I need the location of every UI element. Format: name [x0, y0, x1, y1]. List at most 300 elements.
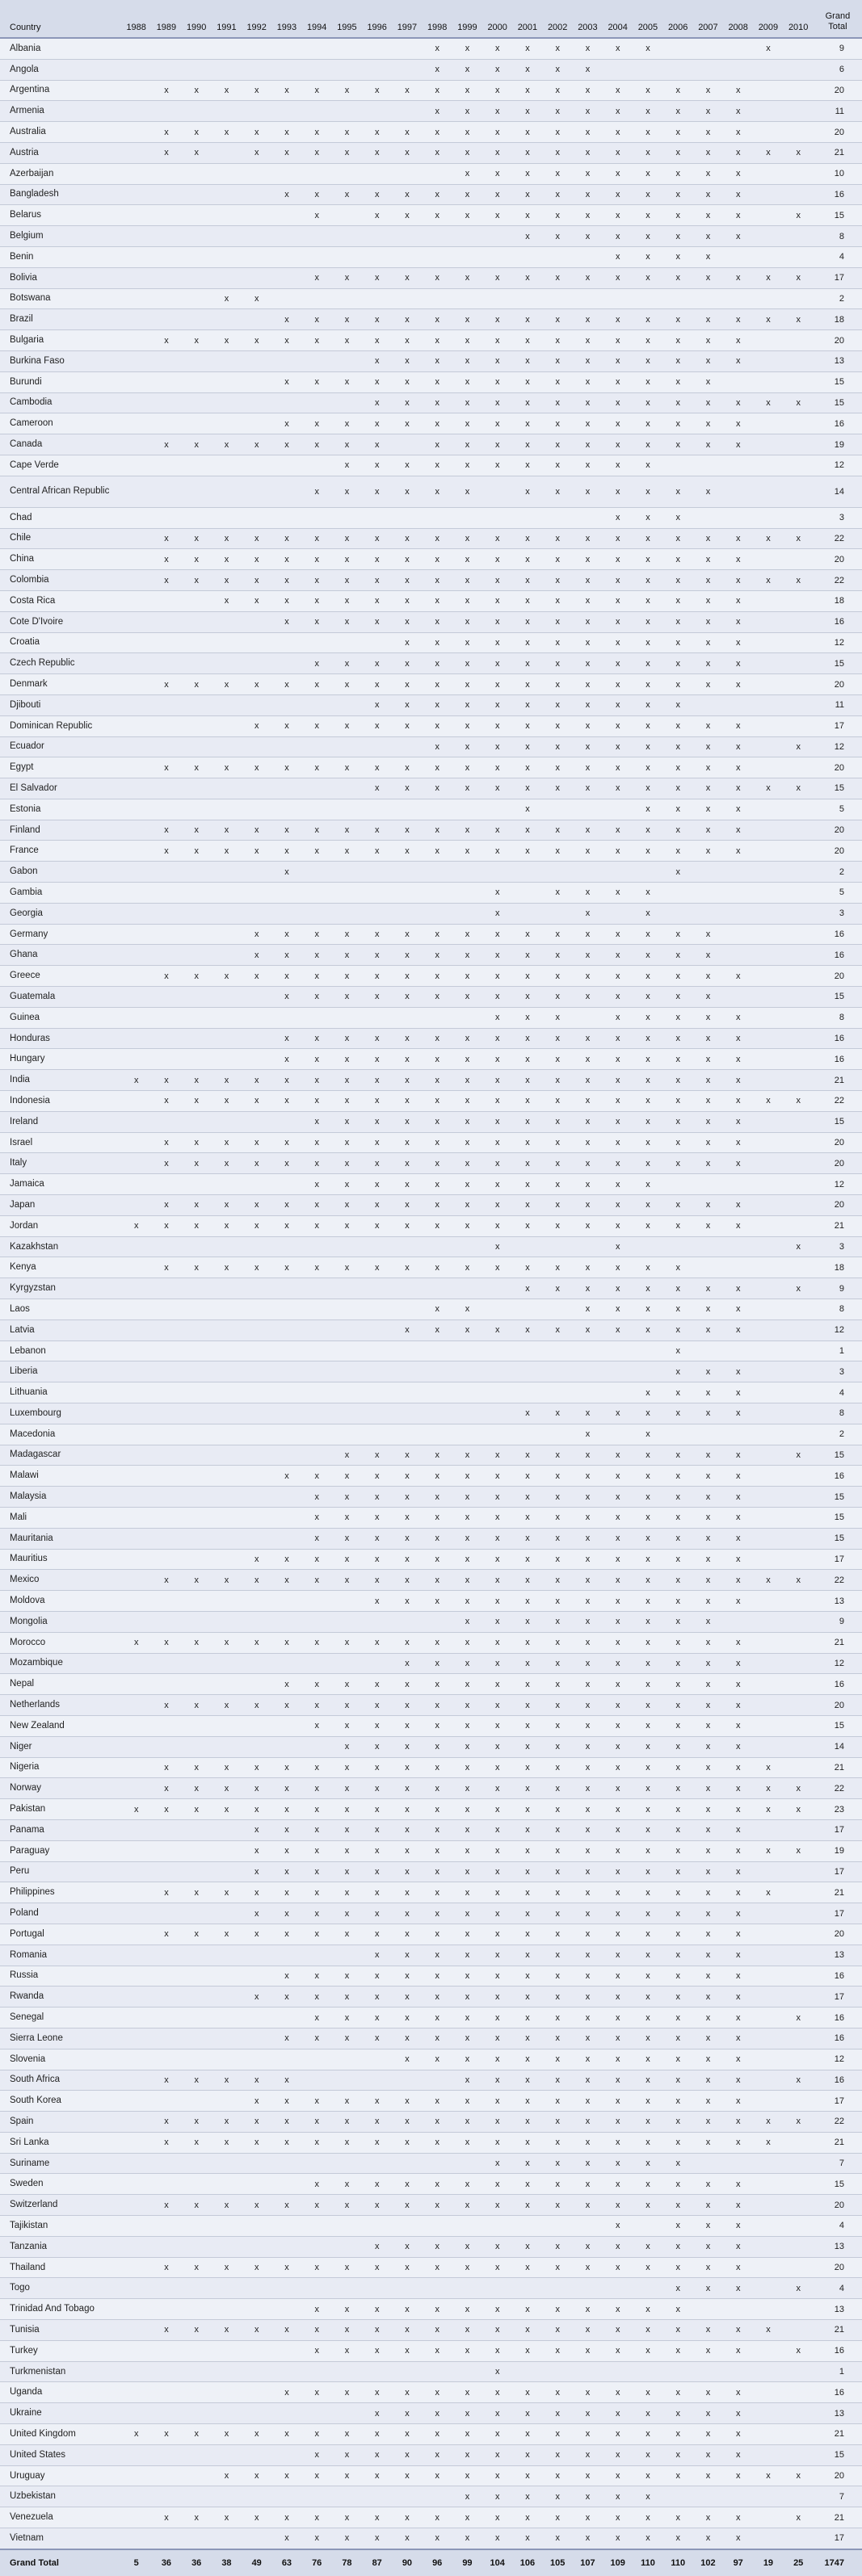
year-mark-cell: x [362, 2424, 392, 2445]
year-mark-cell: x [302, 1715, 332, 1736]
year-mark-cell: x [482, 2444, 512, 2465]
year-mark-cell: x [633, 653, 662, 674]
year-mark-cell: x [151, 2132, 181, 2153]
year-mark-cell: x [482, 434, 512, 455]
year-mark-cell [362, 2216, 392, 2237]
year-mark-cell [151, 1340, 181, 1361]
year-mark-cell: x [512, 736, 542, 757]
year-mark-cell [121, 1257, 151, 1278]
year-mark-cell: x [723, 330, 753, 351]
year-mark-cell [212, 2278, 242, 2299]
row-total-cell: 3 [814, 1361, 862, 1382]
year-mark-cell: x [573, 1611, 603, 1632]
year-mark-cell: x [663, 2340, 693, 2361]
year-mark-cell: x [723, 715, 753, 736]
year-mark-cell: x [512, 122, 542, 143]
country-cell: Indonesia [0, 1091, 121, 1112]
year-mark-cell: x [633, 2340, 662, 2361]
year-mark-cell [332, 1424, 362, 1445]
year-mark-cell: x [603, 2528, 633, 2549]
table-row [0, 163, 862, 184]
year-mark-cell [212, 392, 242, 413]
year-mark-cell: x [482, 1570, 512, 1591]
year-mark-cell: x [573, 2091, 603, 2112]
row-total-cell: 1 [814, 2361, 862, 2382]
year-mark-cell: x [573, 1466, 603, 1487]
year-mark-cell: x [512, 820, 542, 841]
year-mark-cell: x [423, 392, 452, 413]
year-mark-cell: x [693, 611, 723, 632]
year-mark-cell: x [362, 2091, 392, 2112]
year-mark-cell [212, 38, 242, 59]
row-total-cell: 15 [814, 371, 862, 392]
year-mark-cell [753, 820, 783, 841]
year-mark-cell [362, 2361, 392, 2382]
year-mark-cell: x [302, 80, 332, 101]
table-row [0, 392, 862, 413]
year-mark-cell: x [693, 674, 723, 695]
year-mark-cell: x [392, 2465, 422, 2486]
year-mark-cell: x [271, 715, 301, 736]
year-mark-cell: x [182, 674, 212, 695]
year-mark-cell [271, 2444, 301, 2465]
year-mark-cell: x [212, 757, 242, 778]
year-mark-cell: x [332, 2528, 362, 2549]
year-mark-cell: x [332, 267, 362, 288]
year-mark-cell [182, 1736, 212, 1757]
year-mark-cell: x [663, 2528, 693, 2549]
table-row [0, 1819, 862, 1840]
year-mark-cell: x [633, 2091, 662, 2112]
year-mark-cell: x [482, 2382, 512, 2403]
year-mark-cell: x [543, 226, 573, 247]
row-total-cell: 15 [814, 1507, 862, 1528]
year-mark-cell: x [362, 1591, 392, 1612]
year-mark-cell: x [573, 1757, 603, 1778]
year-mark-cell: x [242, 1799, 271, 1820]
table-row [0, 1174, 862, 1195]
year-mark-cell [784, 694, 814, 715]
year-mark-cell: x [603, 2465, 633, 2486]
year-mark-cell: x [633, 1840, 662, 1861]
year-mark-cell [753, 590, 783, 611]
year-mark-cell [784, 883, 814, 904]
year-mark-cell [693, 1236, 723, 1257]
row-total-cell: 7 [814, 2486, 862, 2507]
year-mark-cell [182, 392, 212, 413]
year-mark-cell: x [663, 392, 693, 413]
year-mark-cell: x [543, 820, 573, 841]
year-total-cell: 110 [633, 2549, 662, 2576]
year-mark-cell: x [512, 2028, 542, 2049]
year-mark-cell: x [573, 1945, 603, 1966]
year-mark-cell [151, 862, 181, 883]
year-mark-cell: x [543, 2528, 573, 2549]
year-mark-cell [121, 1903, 151, 1924]
year-mark-cell [151, 1549, 181, 1570]
year-mark-cell [392, 1299, 422, 1320]
year-mark-cell: x [362, 267, 392, 288]
year-mark-cell: x [663, 757, 693, 778]
year-mark-cell: x [723, 1695, 753, 1716]
country-cell: Poland [0, 1903, 121, 1924]
year-mark-cell [362, 2486, 392, 2507]
year-mark-cell: x [362, 966, 392, 987]
year-mark-cell: x [693, 1778, 723, 1799]
year-mark-cell: x [573, 2049, 603, 2070]
year-total-cell: 97 [723, 2549, 753, 2576]
row-total-cell: 15 [814, 392, 862, 413]
year-mark-cell: x [543, 1757, 573, 1778]
year-mark-cell: x [271, 820, 301, 841]
year-mark-cell [753, 226, 783, 247]
year-mark-cell [784, 122, 814, 143]
year-mark-cell [242, 736, 271, 757]
year-mark-cell: x [512, 476, 542, 507]
year-mark-cell: x [603, 570, 633, 591]
year-mark-cell [151, 883, 181, 904]
country-cell: Russia [0, 1966, 121, 1987]
year-mark-cell: x [332, 611, 362, 632]
year-mark-cell: x [482, 1153, 512, 1174]
year-mark-cell: x [543, 570, 573, 591]
year-mark-cell: x [452, 1715, 482, 1736]
year-mark-cell: x [512, 528, 542, 549]
row-total-cell: 9 [814, 1278, 862, 1299]
year-mark-cell [151, 392, 181, 413]
year-mark-cell: x [482, 2028, 512, 2049]
year-mark-cell: x [663, 205, 693, 226]
year-mark-cell [271, 632, 301, 653]
year-mark-cell: x [603, 267, 633, 288]
year-mark-cell: x [543, 2257, 573, 2278]
year-mark-cell [753, 1507, 783, 1528]
year-mark-cell: x [603, 1215, 633, 1236]
year-mark-cell [693, 883, 723, 904]
year-mark-cell [423, 2070, 452, 2091]
country-cell: Cameroon [0, 413, 121, 434]
year-mark-cell: x [573, 1924, 603, 1945]
year-mark-cell: x [362, 1549, 392, 1570]
year-mark-cell: x [392, 1799, 422, 1820]
year-mark-cell: x [663, 2216, 693, 2237]
year-column-header: 1997 [392, 0, 422, 38]
year-mark-cell: x [573, 987, 603, 1008]
year-mark-cell: x [452, 1195, 482, 1216]
year-mark-cell [121, 2278, 151, 2299]
year-mark-cell [693, 288, 723, 309]
year-mark-cell [151, 2236, 181, 2257]
year-total-cell: 107 [573, 2549, 603, 2576]
year-mark-cell [423, 1007, 452, 1028]
year-mark-cell [212, 371, 242, 392]
table-row [0, 1715, 862, 1736]
year-mark-cell: x [452, 841, 482, 862]
year-mark-cell: x [482, 1736, 512, 1757]
table-row [0, 1153, 862, 1174]
year-mark-cell: x [633, 205, 662, 226]
year-mark-cell [242, 611, 271, 632]
year-mark-cell [784, 1632, 814, 1653]
year-mark-cell [212, 862, 242, 883]
year-mark-cell [302, 2070, 332, 2091]
year-mark-cell: x [482, 1966, 512, 1987]
table-row [0, 1424, 862, 1445]
year-mark-cell: x [633, 1132, 662, 1153]
country-cell: Croatia [0, 632, 121, 653]
country-cell: Finland [0, 820, 121, 841]
year-mark-cell [302, 778, 332, 799]
year-mark-cell [151, 903, 181, 924]
year-mark-cell: x [573, 371, 603, 392]
year-mark-cell: x [302, 476, 332, 507]
year-mark-cell: x [573, 2195, 603, 2216]
year-mark-cell: x [392, 205, 422, 226]
year-mark-cell: x [603, 226, 633, 247]
year-mark-cell: x [182, 1195, 212, 1216]
country-cell: South Africa [0, 2070, 121, 2091]
year-mark-cell: x [482, 309, 512, 330]
year-mark-cell: x [302, 2195, 332, 2216]
row-total-cell: 22 [814, 2112, 862, 2133]
year-mark-cell: x [723, 1528, 753, 1549]
year-mark-cell: x [362, 413, 392, 434]
year-mark-cell: x [663, 820, 693, 841]
year-mark-cell [212, 1507, 242, 1528]
table-row [0, 966, 862, 987]
year-mark-cell [753, 1236, 783, 1257]
year-mark-cell: x [512, 2382, 542, 2403]
year-mark-cell [182, 2278, 212, 2299]
year-mark-cell: x [362, 1507, 392, 1528]
year-mark-cell: x [633, 1403, 662, 1424]
year-mark-cell: x [271, 2257, 301, 2278]
year-mark-cell [182, 2299, 212, 2320]
year-mark-cell: x [452, 1549, 482, 1570]
year-mark-cell: x [482, 1611, 512, 1632]
year-mark-cell [121, 1570, 151, 1591]
row-total-cell: 21 [814, 2320, 862, 2341]
year-mark-cell [271, 1111, 301, 1132]
year-mark-cell: x [663, 142, 693, 163]
year-mark-cell: x [543, 715, 573, 736]
year-mark-cell: x [302, 2320, 332, 2341]
year-mark-cell: x [362, 2195, 392, 2216]
year-mark-cell: x [271, 309, 301, 330]
year-mark-cell: x [392, 1507, 422, 1528]
year-mark-cell: x [423, 1924, 452, 1945]
year-mark-cell: x [452, 1028, 482, 1049]
year-mark-cell [573, 799, 603, 820]
year-mark-cell: x [723, 1757, 753, 1778]
year-mark-cell: x [482, 632, 512, 653]
year-mark-cell [573, 1007, 603, 1028]
year-mark-cell [633, 1236, 662, 1257]
year-mark-cell: x [362, 1695, 392, 1716]
year-mark-cell [151, 288, 181, 309]
year-mark-cell [452, 1424, 482, 1445]
year-mark-cell: x [512, 1882, 542, 1903]
year-mark-cell [392, 1361, 422, 1382]
year-mark-cell: x [212, 2070, 242, 2091]
table-row [0, 1340, 862, 1361]
year-mark-cell: x [573, 528, 603, 549]
year-mark-cell: x [392, 1174, 422, 1195]
year-mark-cell: x [633, 1611, 662, 1632]
year-mark-cell [212, 1466, 242, 1487]
year-mark-cell: x [242, 1257, 271, 1278]
year-mark-cell: x [482, 2008, 512, 2028]
row-total-cell: 22 [814, 1778, 862, 1799]
year-mark-cell [212, 476, 242, 507]
year-mark-cell: x [543, 330, 573, 351]
year-mark-cell: x [182, 1757, 212, 1778]
year-mark-cell: x [212, 549, 242, 570]
year-mark-cell [543, 2216, 573, 2237]
year-mark-cell: x [573, 1653, 603, 1674]
year-mark-cell: x [362, 2320, 392, 2341]
year-mark-cell: x [452, 1882, 482, 1903]
year-mark-cell [121, 1591, 151, 1612]
year-mark-cell: x [693, 1987, 723, 2008]
year-mark-cell [693, 2153, 723, 2174]
year-mark-cell: x [723, 1028, 753, 1049]
year-mark-cell [392, 2153, 422, 2174]
year-mark-cell: x [723, 1987, 753, 2008]
year-mark-cell: x [482, 1195, 512, 1216]
year-mark-cell [121, 611, 151, 632]
year-mark-cell [784, 924, 814, 945]
year-mark-cell: x [392, 1819, 422, 1840]
year-mark-cell [332, 163, 362, 184]
year-mark-cell: x [452, 2070, 482, 2091]
year-mark-cell [302, 1340, 332, 1361]
year-mark-cell: x [362, 2444, 392, 2465]
year-mark-cell [212, 1549, 242, 1570]
year-mark-cell [302, 1736, 332, 1757]
year-mark-cell: x [633, 674, 662, 695]
year-mark-cell: x [573, 163, 603, 184]
row-total-cell: 17 [814, 1819, 862, 1840]
year-mark-cell [512, 1236, 542, 1257]
year-mark-cell: x [603, 101, 633, 122]
year-mark-cell [182, 1361, 212, 1382]
year-mark-cell: x [512, 1153, 542, 1174]
year-mark-cell [753, 903, 783, 924]
year-mark-cell [753, 1382, 783, 1403]
year-mark-cell: x [482, 1757, 512, 1778]
year-mark-cell: x [543, 1987, 573, 2008]
year-mark-cell: x [423, 1528, 452, 1549]
year-mark-cell: x [543, 1570, 573, 1591]
year-mark-cell [332, 38, 362, 59]
year-mark-cell [151, 632, 181, 653]
year-mark-cell: x [332, 1215, 362, 1236]
year-mark-cell: x [543, 1445, 573, 1466]
year-mark-cell [121, 820, 151, 841]
year-mark-cell: x [603, 1445, 633, 1466]
year-mark-cell [151, 1403, 181, 1424]
year-mark-cell: x [392, 987, 422, 1008]
year-mark-cell [151, 715, 181, 736]
year-mark-cell: x [693, 2465, 723, 2486]
year-mark-cell [151, 2382, 181, 2403]
year-mark-cell: x [512, 392, 542, 413]
year-mark-cell: x [423, 528, 452, 549]
row-total-cell: 15 [814, 2444, 862, 2465]
year-mark-cell [784, 1987, 814, 2008]
year-mark-cell: x [543, 2028, 573, 2049]
year-mark-cell [482, 246, 512, 267]
year-total-cell: 63 [271, 2549, 301, 2576]
year-mark-cell [242, 2278, 271, 2299]
year-mark-cell: x [452, 2174, 482, 2195]
year-mark-cell: x [392, 2049, 422, 2070]
year-mark-cell: x [693, 309, 723, 330]
year-mark-cell: x [543, 611, 573, 632]
year-mark-cell: x [271, 122, 301, 143]
year-mark-cell: x [663, 2153, 693, 2174]
year-mark-cell: x [332, 2257, 362, 2278]
year-mark-cell: x [242, 2320, 271, 2341]
year-mark-cell: x [573, 945, 603, 966]
year-mark-cell: x [633, 1861, 662, 1882]
year-mark-cell: x [633, 2236, 662, 2257]
year-mark-cell: x [663, 1215, 693, 1236]
year-mark-cell: x [663, 413, 693, 434]
year-mark-cell [723, 2299, 753, 2320]
table-row [0, 2507, 862, 2528]
year-mark-cell [603, 903, 633, 924]
year-mark-cell: x [633, 528, 662, 549]
year-mark-cell [784, 2444, 814, 2465]
year-mark-cell: x [603, 142, 633, 163]
year-mark-cell [121, 392, 151, 413]
year-mark-cell: x [753, 267, 783, 288]
year-mark-cell [633, 288, 662, 309]
year-mark-cell: x [603, 2424, 633, 2445]
year-mark-cell [753, 632, 783, 653]
year-mark-cell: x [663, 246, 693, 267]
year-mark-cell [121, 1987, 151, 2008]
year-mark-cell: x [271, 1028, 301, 1049]
year-mark-cell: x [392, 2174, 422, 2195]
year-mark-cell: x [392, 1153, 422, 1174]
row-total-cell: 12 [814, 1319, 862, 1340]
year-mark-cell [151, 246, 181, 267]
year-mark-cell [121, 674, 151, 695]
year-mark-cell: x [392, 1111, 422, 1132]
year-mark-cell: x [723, 1736, 753, 1757]
year-mark-cell: x [693, 841, 723, 862]
year-mark-cell [121, 122, 151, 143]
year-mark-cell: x [543, 1403, 573, 1424]
year-mark-cell [332, 694, 362, 715]
row-total-cell: 16 [814, 945, 862, 966]
year-mark-cell: x [693, 1861, 723, 1882]
year-mark-cell [482, 862, 512, 883]
year-mark-cell: x [723, 2403, 753, 2424]
year-mark-cell: x [573, 1778, 603, 1799]
year-mark-cell: x [603, 1570, 633, 1591]
year-mark-cell: x [663, 2444, 693, 2465]
year-mark-cell [271, 1361, 301, 1382]
year-mark-cell [212, 142, 242, 163]
year-mark-cell: x [723, 309, 753, 330]
year-mark-cell [212, 1424, 242, 1445]
year-mark-cell: x [151, 1091, 181, 1112]
year-mark-cell [784, 1299, 814, 1320]
